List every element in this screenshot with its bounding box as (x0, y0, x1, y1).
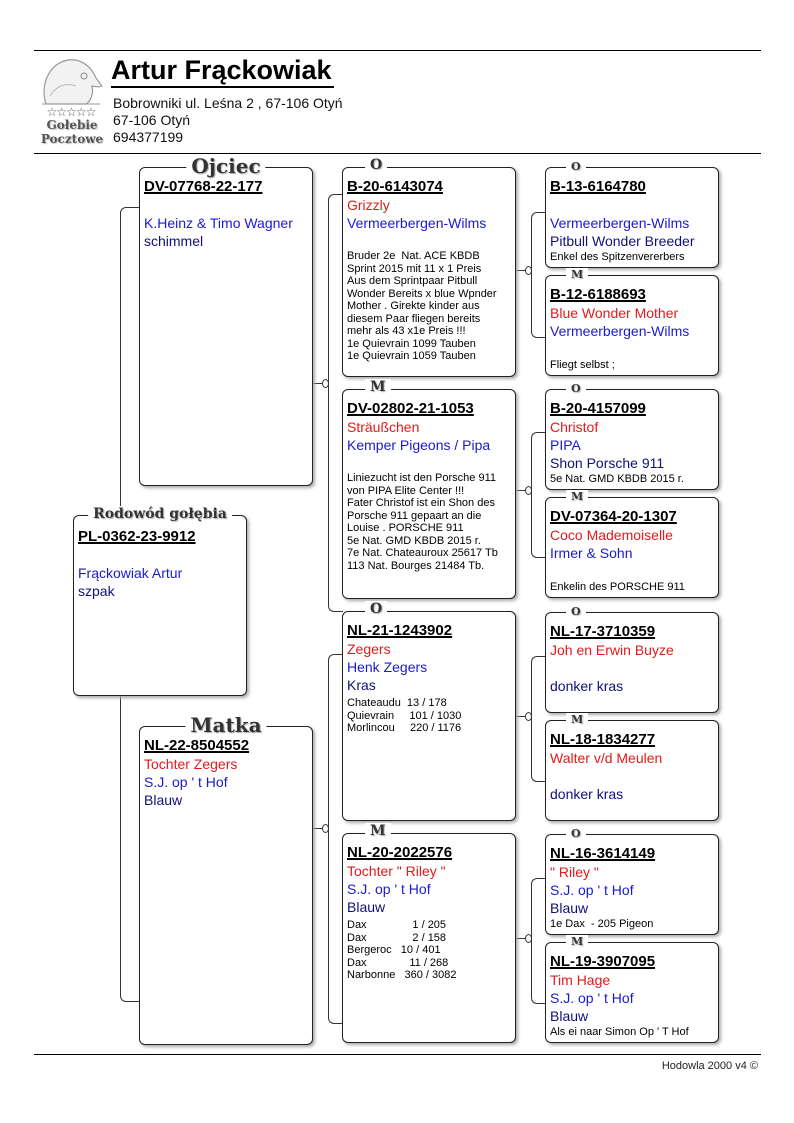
ring-number: DV-02802-21-1053 (347, 400, 474, 417)
connector-mother-parents (328, 654, 343, 1024)
pigeon-card-fm[interactable] (342, 379, 516, 599)
breeder: Vermeerbergen-Wilms (347, 215, 487, 231)
color: Pitbull Wonder Breeder (550, 233, 695, 249)
notes: Enkelin des PORSCHE 911 (550, 581, 685, 593)
ring-number: NL-20-2022576 (347, 844, 453, 861)
ring-number: B-12-6188693 (550, 286, 646, 303)
pigeon-name: Tochter Zegers (144, 756, 238, 772)
notes: Chateaudu 13 / 178 Quievrain 101 / 1030 Morlincou 220 / 1176 (347, 697, 462, 734)
breeder: Frąckowiak Artur (78, 565, 183, 581)
connector-father-parents (328, 194, 343, 612)
notes: Liniezucht ist den Porsche 911 von PIPA Elite Center !!! Fater Christof ist ein Shon des Porsche 911 gepaart an die Louise . PORSCHE 911 5e Nat. GMD KBDB 2015 r. 7e Nat. Chateauroux 25617 Tb 113 Nat. Bourges 21484 Tb. (347, 472, 498, 572)
color: Kras (347, 677, 376, 693)
pigeon-name: Walter v/d Meulen (550, 750, 663, 766)
color: Blauw (347, 899, 386, 915)
ring-number: PL-0362-23-9912 (78, 528, 196, 545)
pigeon-name: Tim Hage (550, 972, 611, 988)
card-title: M (365, 379, 391, 395)
notes: Als ei naar Simon Op ' T Hof (550, 1026, 689, 1038)
card-title: M (365, 823, 391, 839)
ring-number: B-20-6143074 (347, 178, 443, 195)
card-title: O (365, 601, 387, 617)
card-title: M (566, 268, 588, 281)
notes: 1e Dax - 205 Pigeon (550, 918, 654, 930)
card-title: Rodowód gołębia (88, 506, 232, 522)
card-title: O (566, 827, 586, 840)
breeder: S.J. op ' t Hof (347, 881, 431, 897)
breeder: Vermeerbergen-Wilms (550, 215, 690, 231)
pigeon-card-fff[interactable] (545, 160, 719, 268)
pigeon-name: Coco Mademoiselle (550, 527, 673, 543)
logo-stars: ☆☆☆☆☆ (46, 105, 96, 119)
owner-city: 67-106 Otyń (113, 112, 191, 128)
pigeon-name: Tochter " Riley " (347, 863, 446, 879)
color: donker kras (550, 786, 624, 802)
card-title: Matka (185, 713, 266, 737)
header-bottom-rule (34, 153, 761, 154)
owner-name: Artur Frąckowiak (111, 54, 334, 88)
connector-ff-parents (531, 212, 546, 338)
pigeon-name: Grizzly (347, 197, 390, 213)
pigeon-card-fmm[interactable] (545, 490, 719, 598)
card-title: M (566, 490, 588, 503)
breeder: S.J. op ' t Hof (144, 774, 228, 790)
pigeon-head-icon (36, 56, 106, 106)
breeder: Henk Zegers (347, 659, 428, 675)
card-title: O (566, 160, 586, 173)
ring-number: NL-21-1243902 (347, 622, 453, 639)
color: Blauw (550, 900, 589, 916)
pigeon-card-mmf[interactable] (545, 827, 719, 935)
pigeon-card-ffm[interactable] (545, 268, 719, 376)
pigeon-card-subject[interactable] (73, 506, 247, 696)
owner-address: Bobrowniki ul. Leśna 2 , 67-106 Otyń (113, 95, 343, 111)
pigeon-name: Zegers (347, 641, 391, 657)
ring-number: DV-07768-22-177 (144, 178, 263, 195)
pigeon-card-ff[interactable] (342, 157, 516, 377)
pigeon-card-mff[interactable] (545, 605, 719, 713)
breeder: S.J. op ' t Hof (550, 882, 634, 898)
ring-number: NL-16-3614149 (550, 845, 656, 862)
ring-number: B-20-4157099 (550, 400, 646, 417)
connector-mm-parents (531, 878, 546, 1004)
breeder: Irmer & Sohn (550, 545, 633, 561)
top-rule (34, 50, 761, 51)
card-title: M (566, 713, 588, 726)
breeder: Vermeerbergen-Wilms (550, 323, 690, 339)
pigeon-name: Christof (550, 419, 599, 435)
color: Shon Porsche 911 (550, 455, 665, 471)
breeder: PIPA (550, 437, 581, 453)
connector-mf-parents (531, 656, 546, 782)
connector-fm-parents (531, 432, 546, 558)
pigeon-name: Sträußchen (347, 419, 420, 435)
footer-credit: Hodowla 2000 v4 © (661, 1060, 758, 1072)
ring-number: DV-07364-20-1307 (550, 508, 677, 525)
breeder: Kemper Pigeons / Pipa (347, 437, 491, 453)
color: schimmel (144, 233, 204, 249)
pigeon-card-fmf[interactable] (545, 382, 719, 490)
pigeon-name: " Riley " (550, 864, 599, 880)
pigeon-card-father[interactable] (139, 154, 313, 486)
pigeon-card-mfm[interactable] (545, 713, 719, 821)
logo (36, 56, 106, 148)
color: Blauw (550, 1008, 589, 1024)
ring-number: NL-18-1834277 (550, 731, 656, 748)
color: Blauw (144, 792, 183, 808)
color: szpak (78, 583, 115, 599)
pigeon-card-mf[interactable] (342, 601, 516, 821)
notes: Fliegt selbst ; (550, 359, 615, 371)
card-title: O (566, 382, 586, 395)
ring-number: B-13-6164780 (550, 178, 646, 195)
pigeon-name: Blue Wonder Mother (550, 305, 679, 321)
breeder: S.J. op ' t Hof (550, 990, 634, 1006)
card-title: O (566, 605, 586, 618)
footer-rule (34, 1054, 761, 1055)
notes: Enkel des Spitzenvererbers (550, 251, 685, 263)
card-title: Ojciec (186, 154, 265, 178)
ring-number: NL-22-8504552 (144, 737, 250, 754)
notes: 5e Nat. GMD KBDB 2015 r. (550, 473, 684, 485)
breeder: K.Heinz & Timo Wagner (144, 215, 293, 231)
ring-number: NL-17-3710359 (550, 623, 656, 640)
notes: Bruder 2e Nat. ACE KBDB Sprint 2015 mit 11 x 1 Preis Aus dem Sprintpaar Pitbull Wonder Bereits x blue Wpnder Mother . Girekte kinder aus diesem Paar fliegen bereits mehr als 43 x1e Preis !!! 1e Quievrain 1099 Tauben 1e Quievrain 1059 Tauben (347, 250, 497, 362)
notes: Dax 1 / 205 Dax 2 / 158 Bergeroc 10 / 401 Dax 11 / 268 Narbonne 360 / 3082 (347, 919, 457, 981)
color: donker kras (550, 678, 624, 694)
card-title: O (365, 157, 387, 173)
ring-number: NL-19-3907095 (550, 953, 656, 970)
logo-text-line2: Pocztowe (40, 132, 104, 146)
owner-phone: 694377199 (113, 129, 184, 145)
logo-text-line1: Gołebie (46, 118, 98, 132)
card-title: M (566, 935, 588, 948)
pigeon-card-mmm[interactable] (545, 935, 719, 1043)
pigeon-name: Joh en Erwin Buyze (550, 642, 674, 658)
pigeon-card-mm[interactable] (342, 823, 516, 1043)
pigeon-card-mother[interactable] (139, 713, 313, 1045)
